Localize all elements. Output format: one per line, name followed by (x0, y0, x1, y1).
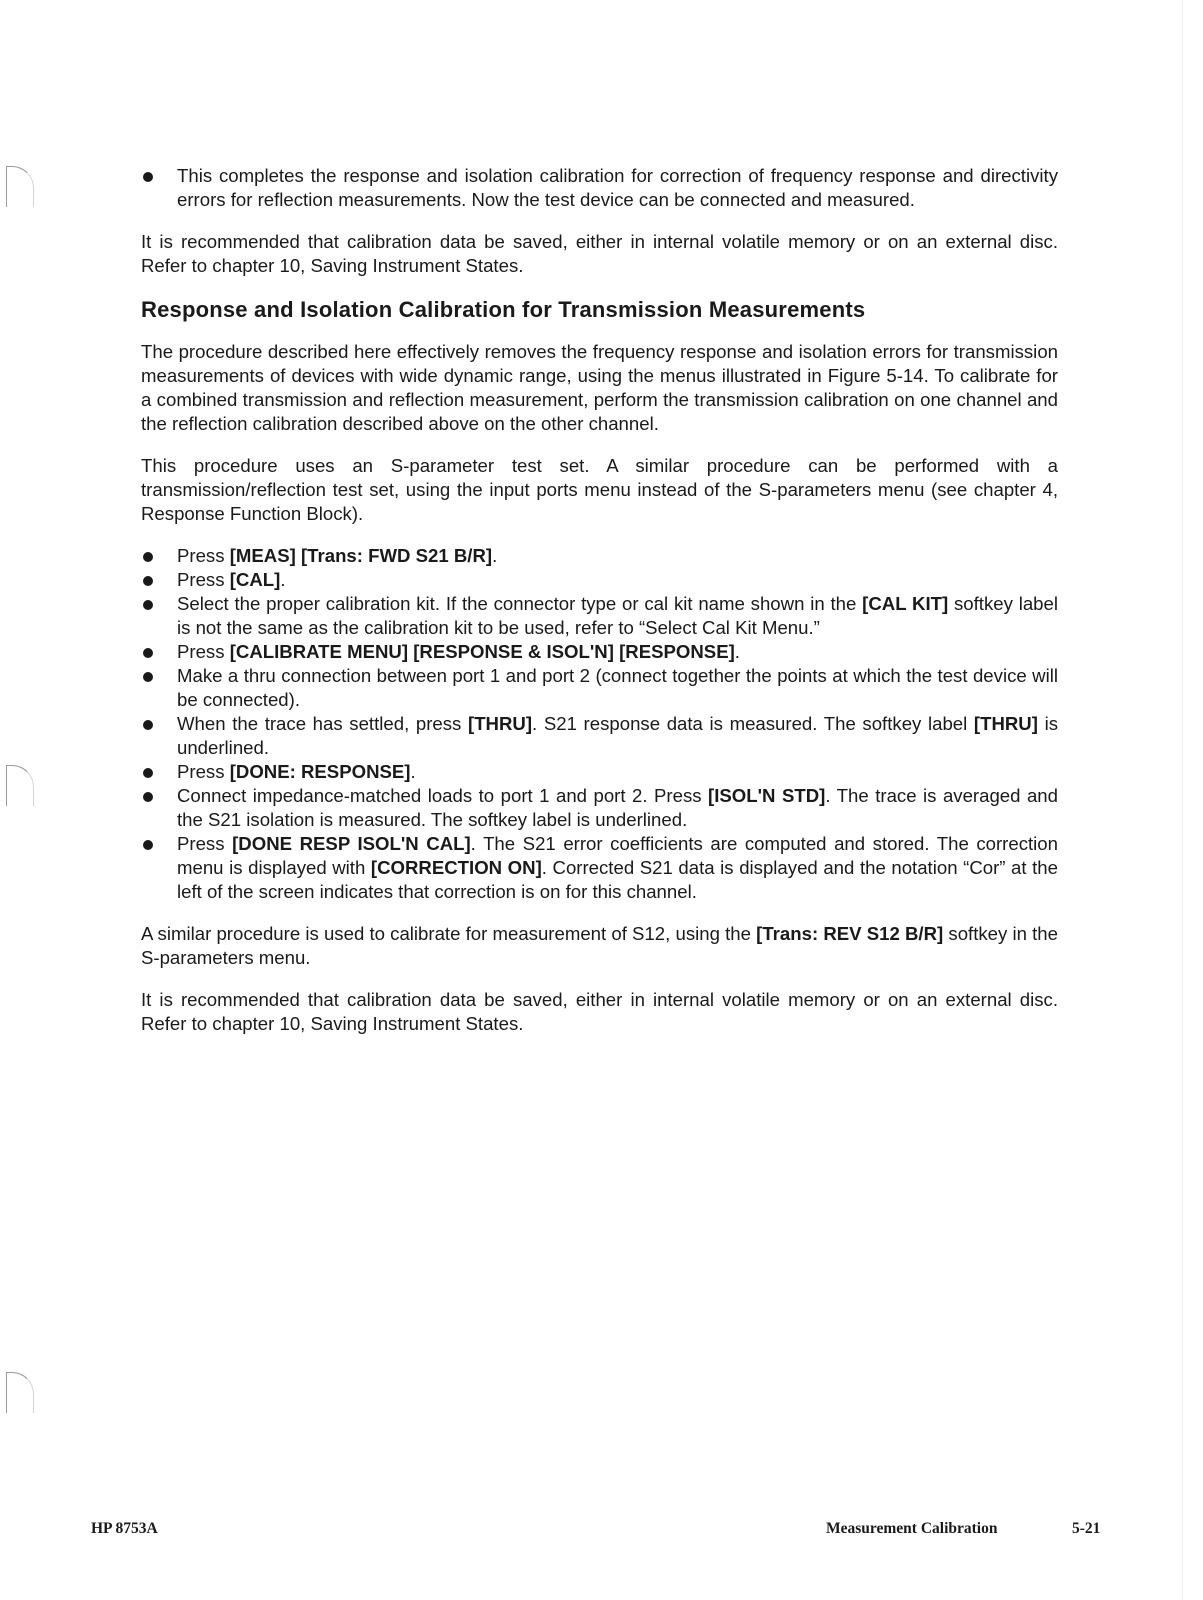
list-item (141, 592, 1058, 640)
text-run: is underlined. (177, 713, 1059, 758)
text-run: Select the proper calibration kit. If the connector type or cal kit name shown in the (177, 593, 863, 614)
footer-section-title: Measurement Calibration (826, 1520, 998, 1537)
save-recommendation-paragraph-2: It is recommended that calibration data be saved, either in internal volatile memory or on an external disc. Refer to chapter 10, Saving Instrument States. (141, 989, 1058, 1034)
text-run: . (280, 569, 286, 590)
bullet-icon (143, 672, 153, 682)
text-run: Connect impedance-matched loads to port 1 and port 2. Press (177, 785, 709, 806)
procedure-steps-list (141, 544, 1058, 904)
footer-model: HP 8753A (91, 1520, 158, 1537)
save-recommendation-paragraph: It is recommended that calibration data be saved, either in internal volatile memory or on an external disc. Refer to chapter 10, Saving Instrument States. (141, 231, 1058, 276)
binder-hole-mark (6, 1372, 34, 1413)
page-content (141, 164, 1058, 1054)
text-run: . S21 response data is measured. The softkey label (532, 713, 974, 734)
list-item (141, 832, 1058, 904)
list-item (141, 712, 1058, 760)
list-item (141, 164, 1058, 212)
page-edge (1182, 0, 1183, 1600)
text-run: A similar procedure is used to calibrate for measurement of S12, using the (141, 923, 757, 944)
softkey-label: [CALIBRATE MENU] [RESPONSE & ISOL'N] [RESPONSE] (229, 641, 735, 662)
softkey-label: [THRU] (468, 713, 533, 734)
bullet-icon (143, 840, 153, 850)
text-run: Press (177, 833, 233, 854)
bullet-icon (143, 768, 153, 778)
binder-hole-mark (6, 765, 34, 806)
sparameter-paragraph: This procedure uses an S-parameter test set. A similar procedure can be performed with a transmission/reflection test set, using the input ports menu instead of the S-parameters menu (see chapter 4, Response Function Block). (141, 455, 1058, 524)
list-item (141, 544, 1058, 568)
text-run: softkey label is not the same as the calibration kit to be used, refer to “Select Cal Kit Menu.” (177, 593, 1058, 638)
text-run: This completes the response and isolation calibration for correction of frequency response and directivity errors for reflection measurements. Now the test device can be connected and measured. (177, 165, 1058, 210)
procedure-paragraph: The procedure described here effectively removes the frequency response and isolation errors for transmission measurements of devices with wide dynamic range, using the menus illustrated in Figure 5-14. To calibrate for a combined transmission and reflection measurement, perform the transmission calibration on one channel and the reflection calibration described above on the other channel. (141, 341, 1058, 434)
text-run: Press (177, 545, 230, 566)
text-run: softkey in the S-parameters menu. (141, 923, 1058, 968)
text-run: . (410, 761, 416, 782)
section-heading: Response and Isolation Calibration for Transmission Measurements (141, 297, 866, 322)
binder-hole-mark (6, 166, 34, 207)
text-run: . (734, 641, 740, 662)
softkey-label: [DONE RESP ISOL'N CAL] (232, 833, 471, 854)
text-run: Make a thru connection between port 1 and port 2 (connect together the points at which the test device will be connected). (177, 665, 1058, 710)
list-item (141, 664, 1058, 712)
list-item (141, 760, 1058, 784)
softkey-label: [MEAS] [Trans: FWD S21 B/R] (229, 545, 493, 566)
list-item (141, 568, 1058, 592)
intro-bullet-list (141, 164, 1058, 212)
softkey-label: [CAL] (229, 569, 281, 590)
bullet-icon (143, 648, 153, 658)
text-run: . The S21 error coefficients are computed and stored. The correction menu is displayed with (177, 833, 1058, 878)
text-run: Press (177, 641, 230, 662)
list-item (141, 640, 1058, 664)
bullet-icon (143, 172, 153, 182)
text-run: Press (177, 761, 230, 782)
text-run: . The trace is averaged and the S21 isolation is measured. The softkey label is underlined. (177, 785, 1058, 830)
bullet-icon (143, 720, 153, 730)
list-item (141, 784, 1058, 832)
bullet-icon (143, 600, 153, 610)
footer-page-number: 5-21 (1072, 1520, 1101, 1537)
softkey-label: [THRU] (973, 713, 1038, 734)
text-run: . Corrected S21 data is displayed and the notation “Cor” at the left of the screen indicates that correction is on for this channel. (177, 857, 1058, 902)
text-run: Press (177, 569, 230, 590)
softkey-label: [Trans: REV S12 B/R] (756, 923, 944, 944)
bullet-icon (143, 792, 153, 802)
softkey-label: [CAL KIT] (862, 593, 949, 614)
bullet-icon (143, 552, 153, 562)
softkey-label: [DONE: RESPONSE] (229, 761, 411, 782)
s12-paragraph (141, 922, 1058, 970)
bullet-icon (143, 576, 153, 586)
text-run: When the trace has settled, press (177, 713, 468, 734)
softkey-label: [CORRECTION ON] (370, 857, 542, 878)
softkey-label: [ISOL'N STD] (708, 785, 826, 806)
text-run: . (492, 545, 498, 566)
